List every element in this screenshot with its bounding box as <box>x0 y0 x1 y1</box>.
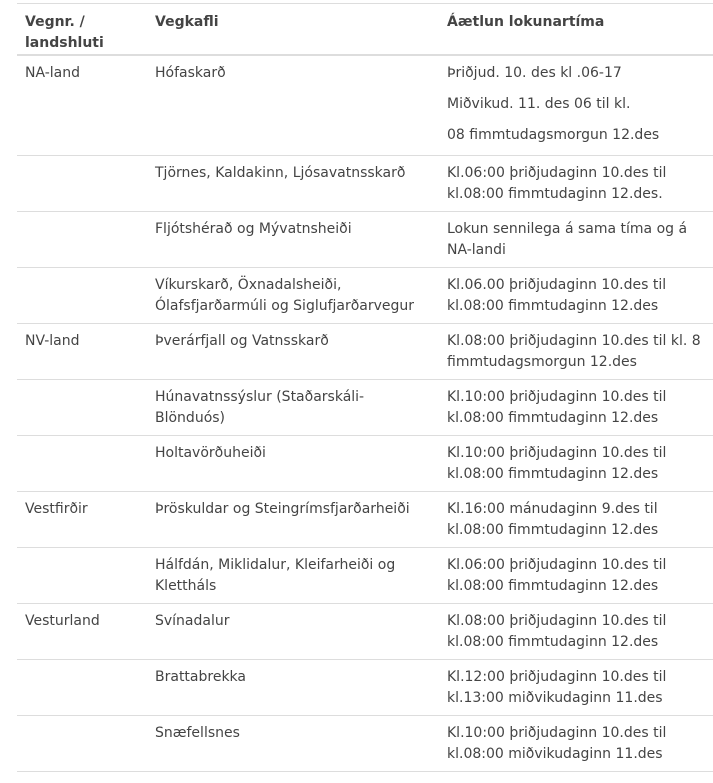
section-cell: Tjörnes, Kaldakinn, Ljósavatnsskarð <box>147 155 439 211</box>
schedule-line: Kl.06.00 þriðjudaginn 10.des til kl.08:00 fimmtudaginn 12.des <box>447 276 667 314</box>
schedule-cell <box>439 547 713 603</box>
region-cell: Vestfirðir <box>17 491 147 547</box>
table-row <box>17 155 713 211</box>
schedule-cell <box>439 323 713 379</box>
schedule-cell <box>439 659 713 715</box>
section-cell: Þverárfjall og Vatnsskarð <box>147 323 439 379</box>
table-row <box>17 491 713 547</box>
road-closure-table <box>17 3 713 772</box>
table-row <box>17 211 713 267</box>
section-cell: Holtavörðuheiði <box>147 435 439 491</box>
section-cell: Brattabrekka <box>147 659 439 715</box>
schedule-cell <box>439 267 713 323</box>
schedule-cell <box>439 715 713 771</box>
section-cell: Víkurskarð, Öxnadalsheiði, Ólafsfjarðarmúli og Siglufjarðarvegur <box>147 267 439 323</box>
region-cell <box>17 435 147 491</box>
region-cell <box>17 155 147 211</box>
schedule-line: Kl.16:00 mánudaginn 9.des til kl.08:00 fimmtudaginn 12.des <box>447 500 659 538</box>
schedule-line: Kl.10:00 þriðjudaginn 10.des til kl.08:00 fimmtudaginn 12.des <box>447 388 667 426</box>
schedule-line: Miðvikud. 11. des 06 til kl. <box>447 96 631 112</box>
table-row <box>17 323 713 379</box>
region-cell: NA-land <box>17 55 147 155</box>
section-cell: Hófaskarð <box>147 55 439 155</box>
header-schedule: Áætlun lokunartíma <box>439 4 713 56</box>
table-row <box>17 379 713 435</box>
section-cell: Svínadalur <box>147 603 439 659</box>
schedule-cell <box>439 211 713 267</box>
header-section: Vegkafli <box>147 4 439 56</box>
region-cell <box>17 211 147 267</box>
table-header-row <box>17 4 713 56</box>
section-cell: Þröskuldar og Steingrímsfjarðarheiði <box>147 491 439 547</box>
table-row <box>17 55 713 155</box>
table-row <box>17 603 713 659</box>
schedule-line: 08 fimmtudagsmorgun 12.des <box>447 127 660 143</box>
region-cell <box>17 547 147 603</box>
schedule-cell <box>439 491 713 547</box>
table-row <box>17 659 713 715</box>
schedule-cell <box>439 603 713 659</box>
region-cell <box>17 659 147 715</box>
region-cell: Vesturland <box>17 603 147 659</box>
section-cell: Hálfdán, Miklidalur, Kleifarheiði og Klettháls <box>147 547 439 603</box>
schedule-line: Kl.08:00 þriðjudaginn 10.des til kl.08:00 fimmtudaginn 12.des <box>447 612 667 650</box>
schedule-cell <box>439 55 713 155</box>
region-cell <box>17 379 147 435</box>
schedule-line: Kl.12:00 þriðjudaginn 10.des til kl.13:00 miðvikudaginn 11.des <box>447 668 667 706</box>
schedule-line: Lokun sennilega á sama tíma og á NA-landi <box>447 220 688 258</box>
region-cell: NV-land <box>17 323 147 379</box>
schedule-cell <box>439 155 713 211</box>
region-cell <box>17 715 147 771</box>
region-cell <box>17 267 147 323</box>
table-row <box>17 715 713 771</box>
schedule-line: Kl.06:00 þriðjudaginn 10.des til kl.08:00 fimmtudaginn 12.des <box>447 556 667 594</box>
table-row <box>17 547 713 603</box>
section-cell: Húnavatnssýslur (Staðarskáli-Blönduós) <box>147 379 439 435</box>
schedule-line: Kl.10:00 þriðjudaginn 10.des til kl.08:00 fimmtudaginn 12.des <box>447 444 667 482</box>
section-cell: Fljótshérað og Mývatnsheiði <box>147 211 439 267</box>
schedule-cell <box>439 379 713 435</box>
header-region: Vegnr. / landshluti <box>17 4 147 56</box>
schedule-line: Kl.10:00 þriðjudaginn 10.des til kl.08:00 miðvikudaginn 11.des <box>447 724 667 762</box>
schedule-line: Kl.06:00 þriðjudaginn 10.des til kl.08:00 fimmtudaginn 12.des. <box>447 164 667 202</box>
section-cell: Snæfellsnes <box>147 715 439 771</box>
table-row <box>17 267 713 323</box>
schedule-cell <box>439 435 713 491</box>
schedule-line: Þriðjud. 10. des kl .06-17 <box>447 65 622 81</box>
table-row <box>17 435 713 491</box>
schedule-line: Kl.08:00 þriðjudaginn 10.des til kl. 8 fimmtudagsmorgun 12.des <box>447 332 701 370</box>
